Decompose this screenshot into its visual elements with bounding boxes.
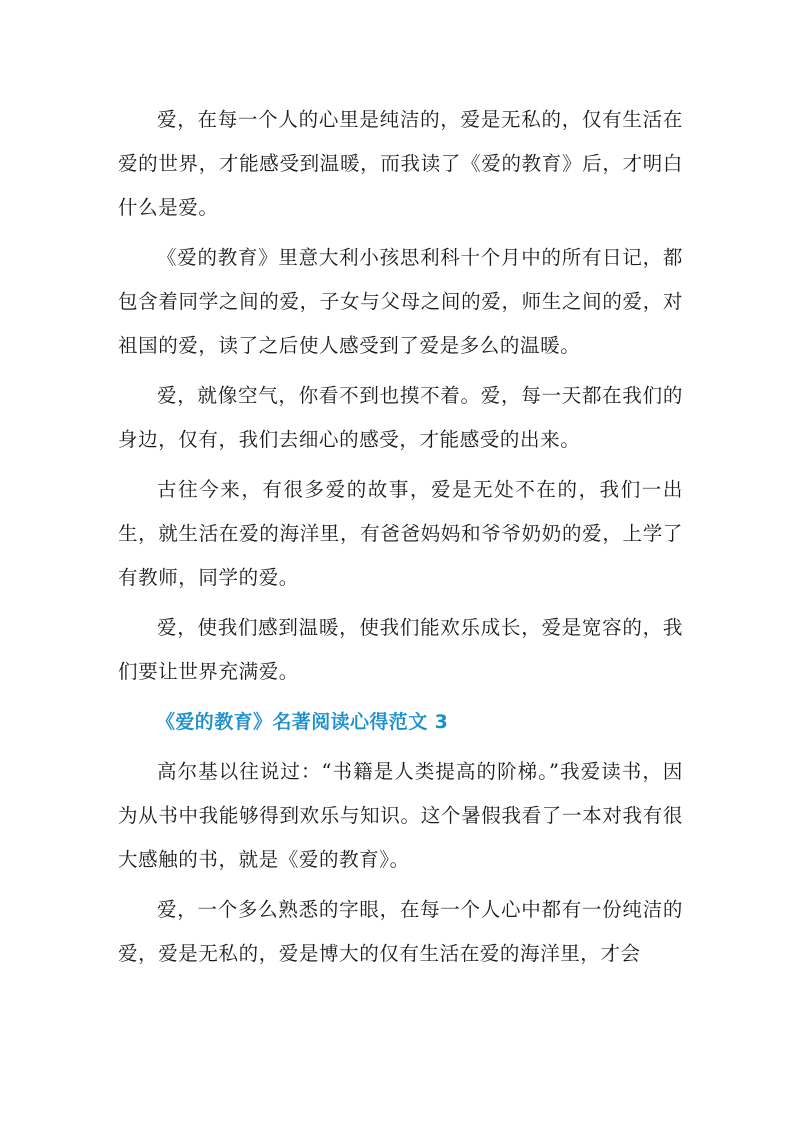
- paragraph-1: 爱，在每一个人的心里是纯洁的，爱是无私的，仅有生活在爱的世界，才能感受到温暖，而我读了《爱的教育》后，才明白什么是爱。: [118, 108, 683, 219]
- paragraph-2: 《爱的教育》里意大利小孩思利科十个月中的所有日记，都包含着同学之间的爱，子女与父母之间的爱，师生之间的爱，对祖国的爱，读了之后使人感受到了爱是多么的温暖。: [118, 246, 683, 357]
- paragraph-5: 爱，使我们感到温暖，使我们能欢乐成长，爱是宽容的，我们要让世界充满爱。: [118, 616, 683, 683]
- paragraph-7: 爱，一个多么熟悉的字眼，在每一个人心中都有一份纯洁的爱，爱是无私的，爱是博大的仅有生活在爱的海洋里，才会: [118, 898, 683, 965]
- document-page: [118, 98, 683, 982]
- paragraph-3: 爱，就像空气，你看不到也摸不着。爱，每一天都在我们的身边，仅有，我们去细心的感受，才能感受的出来。: [118, 384, 683, 451]
- section-heading: 《爱的教育》名著阅读心得范文 3: [156, 711, 449, 733]
- paragraph-4: 古往今来，有很多爱的故事，爱是无处不在的，我们一出生，就生活在爱的海洋里，有爸爸妈妈和爷爷奶奶的爱，上学了有教师，同学的爱。: [118, 478, 683, 589]
- paragraph-6: 高尔基以往说过：“书籍是人类提高的阶梯。”我爱读书，因为从书中我能够得到欢乐与知识。这个暑假我看了一本对我有很大感触的书，就是《爱的教育》。: [118, 760, 683, 871]
